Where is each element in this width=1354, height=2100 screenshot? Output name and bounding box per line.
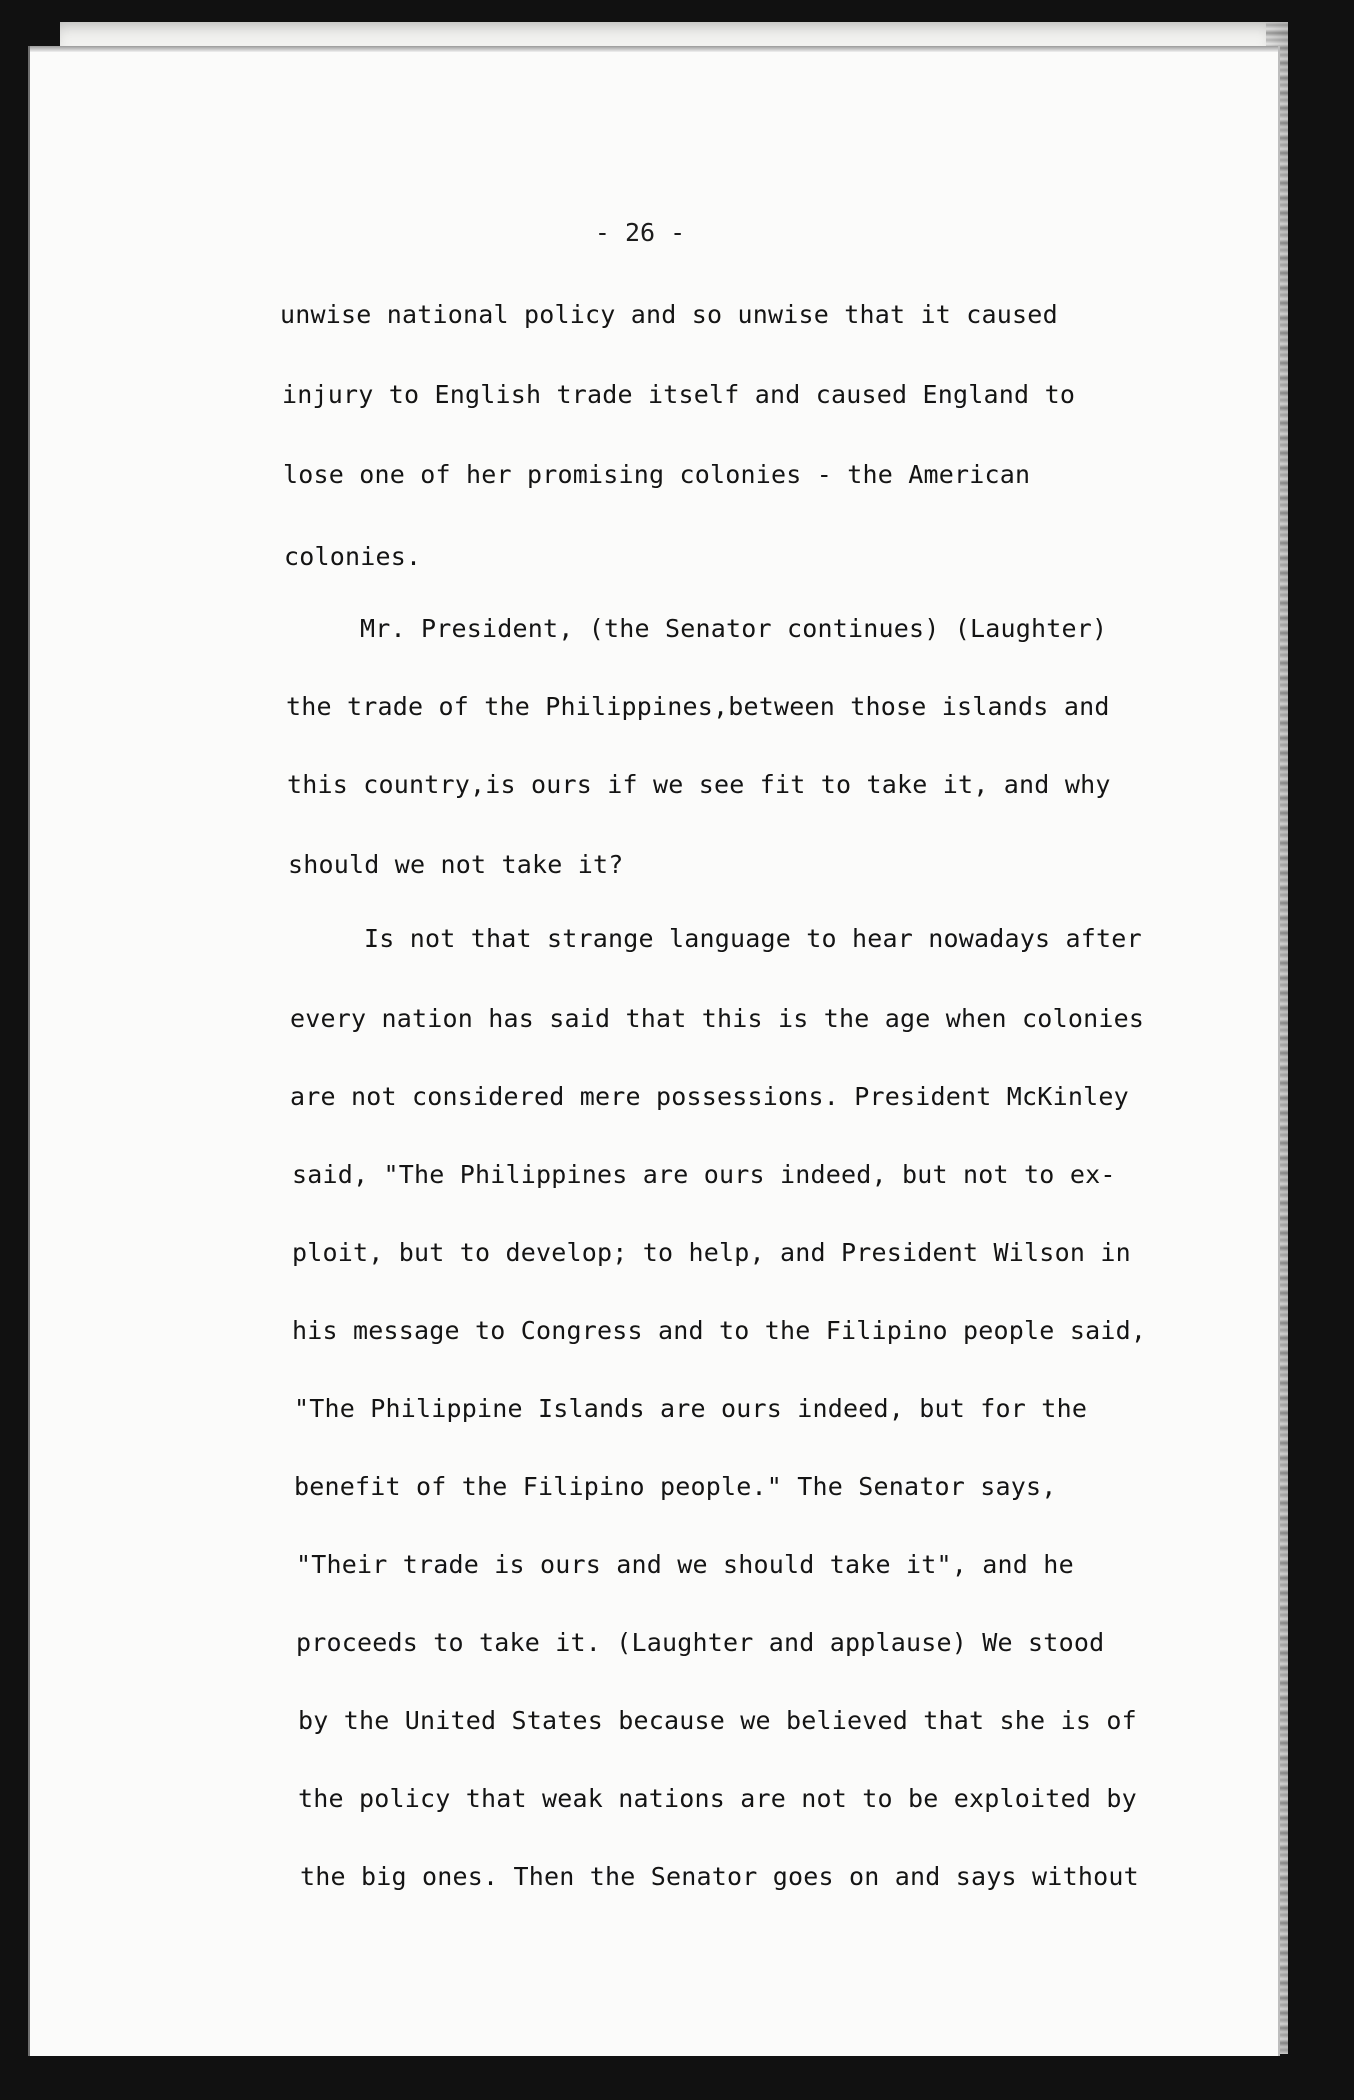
text-line: injury to English trade itself and caused England to: [282, 380, 1076, 409]
page-number: - 26 -: [594, 218, 686, 247]
text-line: the big ones. Then the Senator goes on and says without: [300, 1862, 1139, 1891]
text-line: by the United States because we believed that she is of: [298, 1706, 1137, 1735]
text-line: Mr. President, (the Senator continues) (Laughter): [360, 614, 1108, 643]
text-line: his message to Congress and to the Filipino people said,: [292, 1316, 1147, 1345]
text-line: unwise national policy and so unwise that it caused: [280, 300, 1058, 329]
text-line: should we not take it?: [288, 850, 624, 879]
text-line: "The Philippine Islands are ours indeed, but for the: [294, 1394, 1088, 1423]
text-line: this country,is ours if we see fit to take it, and why: [287, 770, 1111, 799]
text-line: benefit of the Filipino people." The Senator says,: [294, 1472, 1057, 1501]
text-line: are not considered mere possessions. President McKinley: [290, 1082, 1129, 1111]
text-line: lose one of her promising colonies - the American: [283, 460, 1031, 489]
text-line: ploit, but to develop; to help, and President Wilson in: [292, 1238, 1131, 1267]
text-line: "Their trade is ours and we should take it", and he: [296, 1550, 1074, 1579]
text-line: Is not that strange language to hear nowadays after: [364, 924, 1142, 953]
text-line: the policy that weak nations are not to be exploited by: [298, 1784, 1137, 1813]
text-line: every nation has said that this is the age when colonies: [290, 1004, 1145, 1033]
text-line: colonies.: [284, 542, 422, 571]
text-line: said, "The Philippines are ours indeed, but not to ex-: [292, 1160, 1116, 1189]
text-line: the trade of the Philippines,between those islands and: [286, 692, 1110, 721]
document-page: [28, 46, 1278, 2056]
text-line: proceeds to take it. (Laughter and applause) We stood: [296, 1628, 1105, 1657]
